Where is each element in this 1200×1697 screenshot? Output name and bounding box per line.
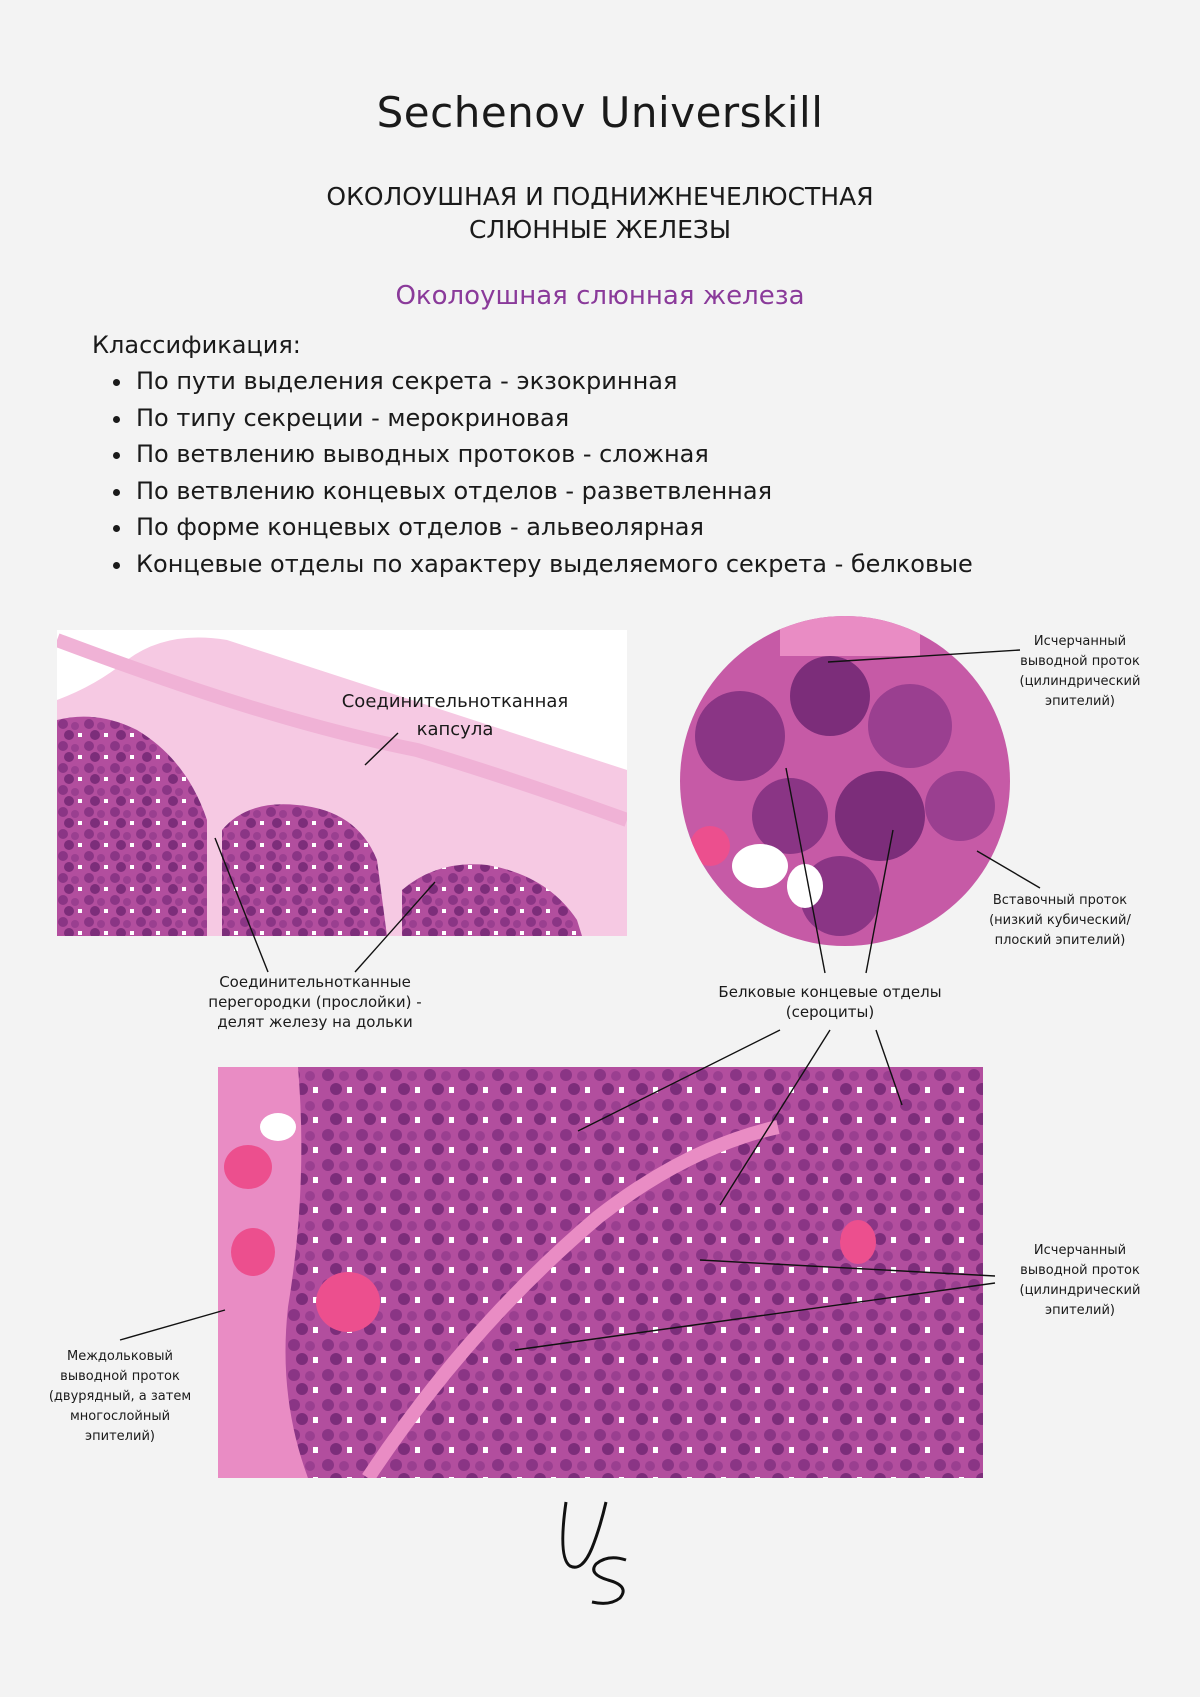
label-line: многослойный	[69, 1409, 171, 1424]
label-line: выводной проток	[1020, 1263, 1140, 1278]
leader-striated-bottom-1	[700, 1260, 995, 1276]
label-line: делят железу на дольки	[217, 1013, 413, 1031]
label-line: капсула	[416, 719, 494, 740]
list-item: • По форме концевых отделов - альвеолярная	[134, 509, 973, 546]
list-item: • По типу секреции - мерокриновая	[134, 400, 973, 437]
section-title: Околоушная слюнная железа	[395, 281, 805, 311]
leader-acini-3	[578, 1030, 780, 1131]
label-line: эпителий)	[85, 1429, 155, 1444]
list-item: • По ветвлению выводных протоков - сложная	[134, 436, 973, 473]
label-line: (низкий кубический/	[989, 913, 1131, 928]
leader-acini-2	[866, 830, 893, 973]
label-line: Белковые концевые отделы	[718, 983, 942, 1001]
label-line: Исчерчанный	[1033, 634, 1127, 649]
leader-acini-4	[720, 1030, 830, 1205]
leader-acini-1	[786, 768, 825, 973]
leader-interlobular	[120, 1310, 225, 1340]
leader-septa-2	[355, 882, 435, 972]
list-item: • По ветвлению концевых отделов - разветвленная	[134, 473, 973, 510]
leader-striated-bottom-2	[515, 1283, 995, 1350]
label-line: (цилиндрический	[1019, 674, 1141, 689]
label-line: плоский эпителий)	[994, 933, 1126, 948]
brand-title: Sechenov Universkill	[376, 88, 824, 137]
label-line: Междольковый	[66, 1349, 174, 1364]
leader-septa-1	[215, 838, 268, 972]
label-line: выводной проток	[1020, 654, 1140, 669]
label-line: выводной проток	[60, 1369, 180, 1384]
leader-capsule	[365, 733, 398, 765]
list-item: • По пути выделения секрета - экзокринная	[134, 363, 973, 400]
label-line: Соединительнотканные	[219, 973, 411, 991]
leader-acini-5	[876, 1030, 902, 1105]
label-line: (двурядный, а затем	[48, 1389, 192, 1404]
label-line: (сероциты)	[785, 1003, 875, 1021]
label-line: перегородки (прослойки) -	[208, 993, 422, 1011]
list-item: • Концевые отделы по характеру выделяемого секрета - белковые	[134, 546, 973, 583]
page-title-line-2: СЛЮННЫЕ ЖЕЛЕЗЫ	[468, 215, 732, 244]
leader-striated-top	[828, 650, 1020, 662]
label-line: эпителий)	[1045, 694, 1115, 709]
label-line: Вставочный проток	[992, 893, 1128, 908]
label-line: эпителий)	[1045, 1303, 1115, 1318]
classification-heading: Классификация:	[92, 331, 301, 359]
label-line: Исчерчанный	[1033, 1243, 1127, 1258]
label-line: (цилиндрический	[1019, 1283, 1141, 1298]
page-title-line-1: ОКОЛОУШНАЯ И ПОДНИЖНЕЧЕЛЮСТНАЯ	[326, 182, 874, 211]
logo-us	[548, 1498, 648, 1608]
leader-intercalated	[977, 851, 1040, 888]
label-line: Соединительнотканная	[341, 691, 569, 712]
